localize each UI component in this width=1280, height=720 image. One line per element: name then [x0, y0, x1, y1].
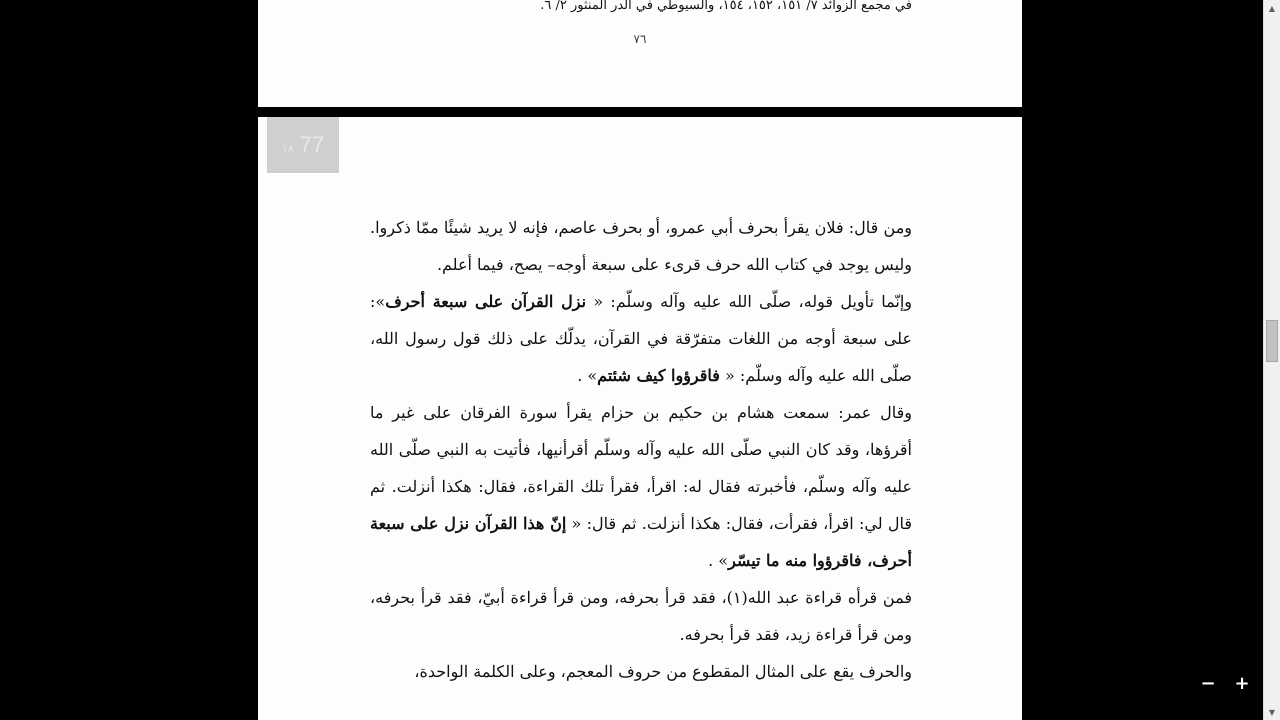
- page-body-text: [370, 209, 912, 690]
- vertical-scrollbar[interactable]: [1263, 0, 1280, 720]
- zoom-in-button[interactable]: +: [1234, 672, 1250, 694]
- paragraph-text: » .: [577, 366, 598, 385]
- paragraph-text: وإنّما تأويل قوله، صلّى الله عليه وآله وسلّم: «: [586, 292, 912, 311]
- quoted-hadith-text: نزل القرآن على سبعة أحرف: [385, 292, 587, 311]
- paragraph: [370, 283, 912, 394]
- page-thumbnail[interactable]: [267, 117, 339, 173]
- paragraph-text: »: على سبعة أوجه من اللغات متفرّقة في القرآن، يدلّك على ذلك قول رسول الله، صلّى الله عليه وآله وسلّم: «: [370, 292, 912, 385]
- paragraph-text: » .: [708, 551, 729, 570]
- zoom-out-button[interactable]: −: [1200, 672, 1216, 694]
- quoted-hadith-text: إنّ هذا القرآن نزل على سبعة أحرف، فاقرؤوا منه ما تيسّر: [370, 514, 912, 570]
- previous-page: [258, 0, 1022, 107]
- thumbnail-page-number: 77: [299, 132, 325, 157]
- paragraph: [370, 579, 912, 653]
- footnote-text: في مجمع الزوائد ٧/ ١٥١، ١٥٢، ١٥٤، والسيوطي في الدر المنثور ٢/ ٦.: [540, 0, 912, 13]
- paragraph-text: وقال عمر: سمعت هشام بن حكيم بن حزام يقرأ سورة الفرقان على غير ما أقرؤها، وقد كان النبي صلّى الله عليه وآله وسلّم أقرأنيها، فأتيت به النبي صلّى الله عليه وآله وسلّم، فأخبرته فقال له: اقرأ، فقرأ تلك القراءة، فقال: هكذا أنزلت. ثم قال لي: اقرأ، فقرأت، فقال: هكذا أنزلت. ثم قال: «: [370, 403, 913, 533]
- thumbnail-small-number: ١٨: [281, 142, 294, 155]
- paragraph: [370, 653, 912, 690]
- page-number: ٧٦: [633, 32, 647, 46]
- scroll-down-arrow-icon[interactable]: ▼: [1268, 707, 1276, 717]
- current-page: [258, 117, 1022, 720]
- paragraph: [370, 209, 912, 283]
- scrollbar-thumb[interactable]: [1266, 320, 1278, 362]
- paragraph: [370, 394, 912, 579]
- paragraph-text: ومن قال: فلان يقرأ بحرف أبي عمرو، أو بحرف عاصم، فإنه لا يريد شيئًا ممّا ذكروا. وليس يوجد في كتاب الله حرف قرىء على سبعة أوجه– يصح، فيما أعلم.: [370, 218, 912, 274]
- scroll-up-arrow-icon[interactable]: ▲: [1268, 3, 1276, 13]
- paragraph-text: والحرف يقع على المثال المقطوع من حروف المعجم، وعلى الكلمة الواحدة،: [414, 662, 912, 681]
- quoted-hadith-text: فاقرؤوا كيف شئتم: [597, 366, 720, 385]
- paragraph-text: فمن قرأه قراءة عبد الله(١)، فقد قرأ بحرفه، ومن قرأ قراءة أبيّ، فقد قرأ بحرفه، ومن قرأ قراءة زيد، فقد قرأ بحرفه.: [370, 588, 912, 644]
